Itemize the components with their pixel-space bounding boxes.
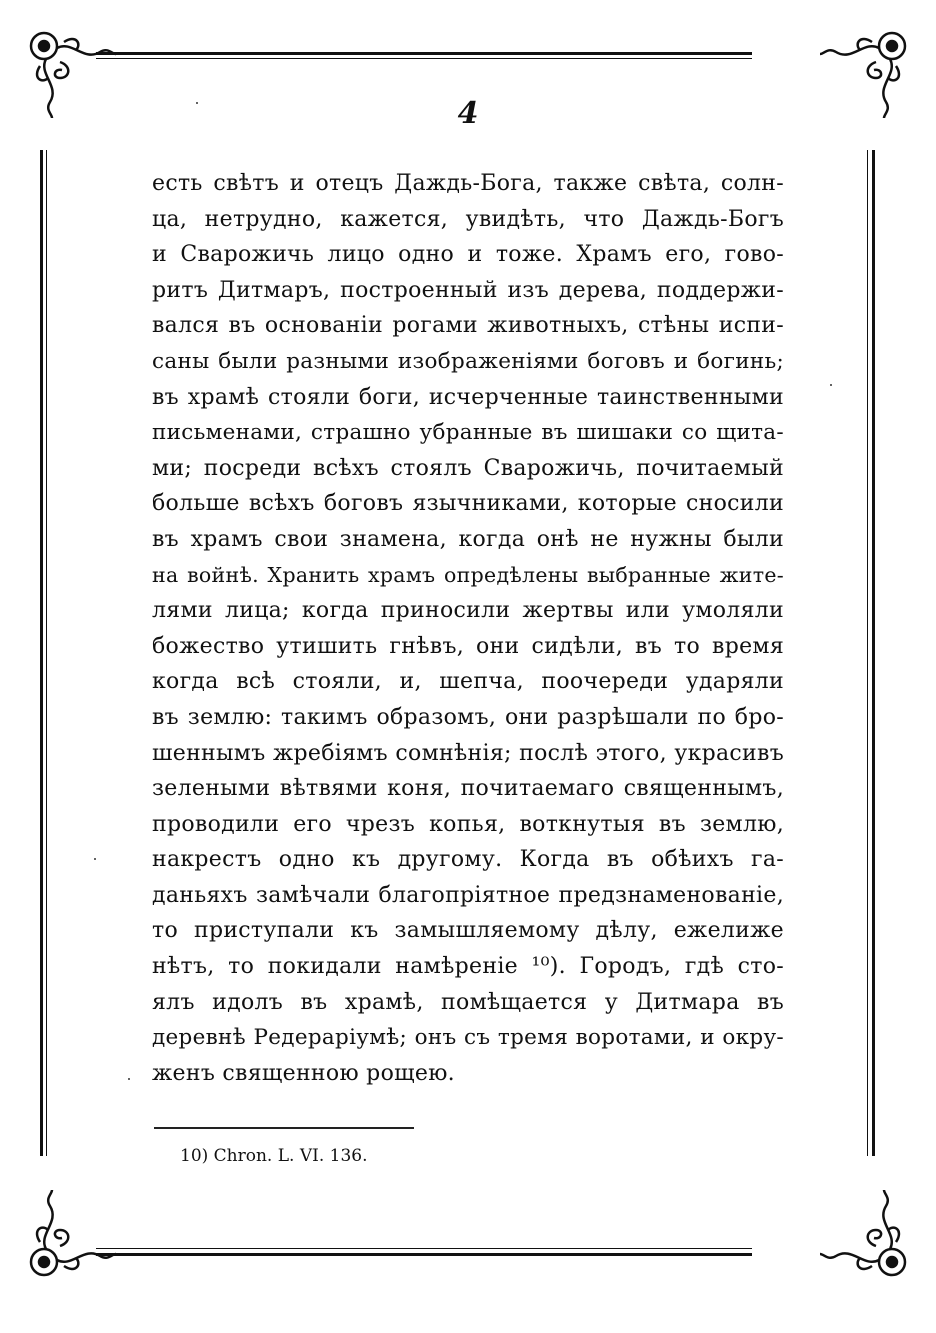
text-line: зелеными вѣтвями коня, почитаемаго священнымъ, xyxy=(152,776,784,802)
text-line: письменами, страшно убранные въ шишаки со щита- xyxy=(152,420,784,446)
text-line: въ храмѣ стояли боги, исчерченные таинственными xyxy=(152,384,784,410)
text-line: есть свѣтъ и отецъ Даждь-Бога, также свѣта, солн- xyxy=(152,171,784,196)
text-line: женъ священною рощею. xyxy=(152,1060,455,1086)
text-line: когда всѣ стояли, и, шепча, поочереди ударяли xyxy=(152,669,784,695)
frame-left-border-thin xyxy=(46,150,47,1156)
text-line: саны были разными изображеніями боговъ и богинь; xyxy=(152,348,784,374)
text-line: нѣтъ, то покидали намѣреніе ¹⁰). Городъ, гдѣ сто- xyxy=(152,954,784,980)
text-line: даньяхъ замѣчали благопріятное предзнаменованіе, xyxy=(152,882,784,908)
footnote-divider xyxy=(154,1127,414,1129)
text-line: накрестъ одно къ другому. Когда въ обѣихъ га- xyxy=(152,847,784,873)
text-line: на войнѣ. Хранить храмъ опредѣлены выбранные жите- xyxy=(152,562,784,587)
text-line: въ землю: такимъ образомъ, они разрѣшали по бро- xyxy=(152,704,784,730)
text-line: вался въ основаніи рогами животныхъ, стѣны испи- xyxy=(152,313,784,339)
scan-speck xyxy=(94,858,96,860)
frame-bottom-border xyxy=(96,1253,752,1256)
frame-right-border xyxy=(872,150,875,1156)
text-line: шеннымъ жребіямъ сомнѣнія; послѣ этого, украсивъ xyxy=(152,740,784,766)
corner-ornament-bottom-right xyxy=(820,1190,916,1286)
text-line: проводили его чрезъ копья, воткнутыя въ землю, xyxy=(152,811,784,837)
text-line: божество утишить гнѣвъ, они сидѣли, въ то время xyxy=(152,633,784,659)
text-line: ми; посреди всѣхъ стоялъ Сварожичь, почитаемый xyxy=(152,455,784,481)
body-text xyxy=(152,166,784,1091)
scan-speck xyxy=(196,102,198,104)
text-line: деревнѣ Редераріумѣ; онъ съ тремя воротами, и окру- xyxy=(152,1025,784,1051)
text-line: ца, нетрудно, кажется, увидѣть, что Даждь-Богъ xyxy=(152,206,784,232)
text-line: больше всѣхъ боговъ язычниками, которые сносили xyxy=(152,491,784,517)
frame-left-border xyxy=(40,150,43,1156)
frame-right-border-thin xyxy=(867,150,868,1156)
scan-speck xyxy=(128,1078,130,1080)
footnote: 10) Chron. L. VI. 136. xyxy=(180,1146,368,1166)
text-line: ритъ Дитмаръ, построенный изъ дерева, поддержи- xyxy=(152,277,784,303)
frame-bottom-border-thin xyxy=(96,1248,752,1249)
text-line: въ храмъ свои знамена, когда онѣ не нужны были xyxy=(152,526,784,552)
frame-top-border-thin xyxy=(96,58,752,59)
frame-top-border xyxy=(96,52,752,55)
page-number: 4 xyxy=(457,96,479,131)
text-line: то приступали къ замышляемому дѣлу, ежелиже xyxy=(152,918,784,944)
text-line: лями лица; когда приносили жертвы или умоляли xyxy=(152,598,784,624)
scan-speck xyxy=(830,384,832,386)
text-line: ялъ идолъ въ храмѣ, помѣщается у Дитмара въ xyxy=(152,989,784,1015)
corner-ornament-bottom-left xyxy=(20,1190,116,1286)
text-line: и Сварожичь лицо одно и тоже. Храмъ его, гово- xyxy=(152,242,784,268)
